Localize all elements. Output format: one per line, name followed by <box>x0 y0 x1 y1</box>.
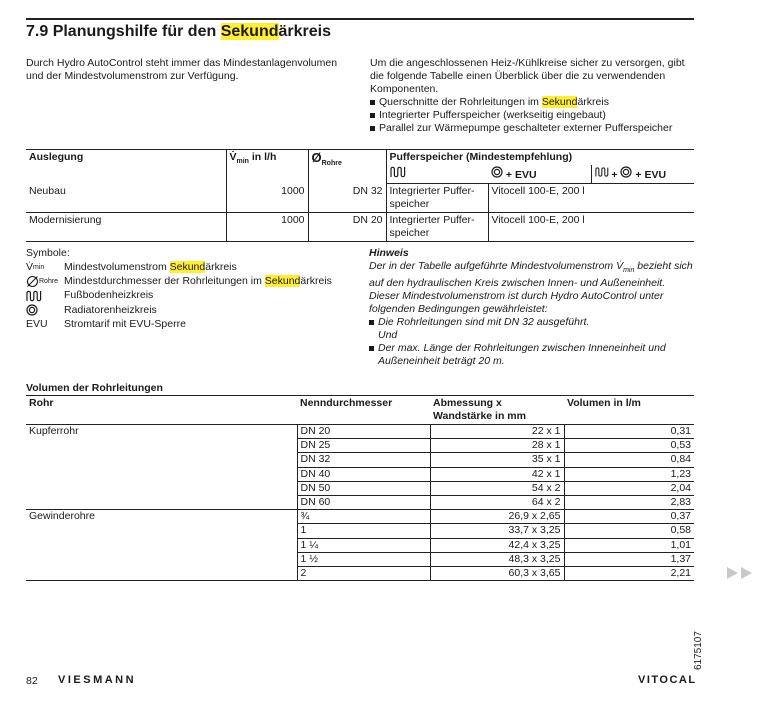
nominal-diameter: 2 <box>297 566 430 580</box>
legend-item: EVU Stromtarif mit EVU-Sperre <box>26 317 186 330</box>
pipe-volume-body <box>26 425 694 581</box>
pipe-type <box>26 538 297 552</box>
planning-table <box>26 149 694 242</box>
note-box <box>369 247 695 368</box>
nominal-diameter: 1 ¼ <box>297 538 430 552</box>
pipe-type <box>26 552 297 566</box>
header-combo-evu: + + EVU <box>591 165 694 184</box>
pipe-type <box>26 481 297 495</box>
table-row <box>26 481 694 495</box>
floor-heating-icon <box>390 166 406 178</box>
nominal-diameter: DN 40 <box>297 467 430 481</box>
viessmann-logo: VIESMANN <box>58 674 137 686</box>
pipe-type <box>26 467 297 481</box>
nominal-diameter: 1 ½ <box>297 552 430 566</box>
volume: 0,84 <box>564 453 694 467</box>
table-row <box>26 453 694 467</box>
pipe-type <box>26 453 297 467</box>
intro-bullet: Parallel zur Wärmepumpe geschalteter externer Pufferspeicher <box>370 122 700 135</box>
table-row: Neubau 1000 DN 32 Integrierter Puffer-speicher Vitocell 100-E, 200 l <box>26 184 694 213</box>
legend-item: Rohre Mindestdurchmesser der Rohrleitungen im Sekundärkreis <box>26 274 356 288</box>
volume: 0,53 <box>564 439 694 453</box>
nominal-diameter: 1 <box>297 524 430 538</box>
document-number <box>692 620 704 670</box>
pipe-type: Kupferrohr <box>29 425 79 437</box>
header-nenndurchmesser: Nenndurchmesser <box>297 396 430 425</box>
volume: 1,37 <box>564 552 694 566</box>
radiator-icon <box>26 304 38 316</box>
svg-text:6175107: 6175107 <box>693 631 704 670</box>
table-row <box>26 467 694 481</box>
volume: 0,31 <box>564 425 694 439</box>
evu-symbol: EVU <box>26 317 48 330</box>
header-pipe-diameter: $Ø_{Rohre}$ <box>308 150 386 184</box>
nominal-diameter: DN 20 <box>297 425 430 439</box>
note-bullet: Die Rohrleitungen sind mit DN 32 ausgeführt. Und <box>369 316 695 342</box>
page-number: 82 <box>26 675 38 687</box>
pipe-type <box>26 524 297 538</box>
legend-item: Fußbodenheizkreis <box>26 289 356 303</box>
dimension: 48,3 x 3,25 <box>430 552 564 566</box>
table-row <box>26 538 694 552</box>
dimension: 28 x 1 <box>430 439 564 453</box>
pipe-type <box>26 495 297 509</box>
next-page-arrows <box>727 566 755 584</box>
volume: 2,21 <box>564 566 694 580</box>
dimension: 42,4 x 3,25 <box>430 538 564 552</box>
volume: 2,04 <box>564 481 694 495</box>
nominal-diameter: DN 25 <box>297 439 430 453</box>
table-row: Modernisierung 1000 DN 20 Integrierter Puffer-speicher Vitocell 100-E, 200 l <box>26 213 694 242</box>
note-bullet: Der max. Länge der Rohrleitungen zwischen Inneneinheit und Außeneinheit beträgt 20 m. <box>369 342 695 368</box>
dimension: 22 x 1 <box>430 425 564 439</box>
next-page-icon <box>727 566 755 580</box>
header-pufferspeicher: Pufferspeicher (Mindestempfehlung) <box>386 150 694 166</box>
nominal-diameter: DN 50 <box>297 481 430 495</box>
table-row <box>26 439 694 453</box>
dimension: 60,3 x 3,65 <box>430 566 564 580</box>
floor-heating-icon <box>26 290 42 302</box>
vmin-symbol: V̇ min <box>26 260 45 273</box>
table-row <box>26 425 694 439</box>
pipe-type: Gewinderohre <box>29 510 95 523</box>
pipe-volume-table <box>26 395 694 581</box>
radiator-icon <box>491 166 503 178</box>
nominal-diameter: DN 32 <box>297 453 430 467</box>
header-radiator-evu: + EVU <box>488 165 591 184</box>
note-bullets <box>369 316 695 368</box>
title-rule <box>26 18 694 20</box>
dimension: 33,7 x 3,25 <box>430 524 564 538</box>
dimension: 54 x 2 <box>430 481 564 495</box>
volume: 0,58 <box>564 524 694 538</box>
intro-right-text: Um die angeschlossenen Heiz-/Kühlkreise sicher zu versorgen, gibt die folgende Tabelle einen Überblick über die zu verwendenden Komponenten. <box>370 57 685 95</box>
nominal-diameter: ¾ <box>297 510 430 524</box>
table-row <box>26 552 694 566</box>
volume: 0,37 <box>564 510 694 524</box>
header-auslegung: Auslegung <box>26 150 226 184</box>
section-title: 7.9 Planungshilfe für den Sekundärkreis <box>26 23 331 40</box>
table-row <box>26 524 694 538</box>
note-heading: Hinweis <box>369 247 409 259</box>
header-volumen: Volumen in l/m <box>564 396 694 425</box>
table-row <box>26 495 694 509</box>
intro-right <box>370 57 700 135</box>
volume: 1,23 <box>564 467 694 481</box>
header-rohr: Rohr <box>26 396 297 425</box>
intro-bullet: Querschnitte der Rohrleitungen im Sekundärkreis <box>370 96 700 109</box>
intro-left-text: Durch Hydro AutoControl steht immer das Mindestanlagenvolumen und der Mindestvolumenstrom zur Verfügung. <box>26 57 338 82</box>
note-text: Der in der Tabelle aufgeführte Mindestvolumenstrom $V̇_{min}$ bezieht sich auf den hydraulischen Kreis zwischen Innen- und Außeneinheit. Dieser Mindestvolumenstrom ist durch Hydro AutoControl unter folgenden Bedingungen gewährleistet: <box>369 260 693 316</box>
header-abmessung: Abmessung x Wandstärke in mm <box>430 396 564 425</box>
pipe-type <box>26 439 297 453</box>
header-floor-heating <box>386 165 488 184</box>
table-row <box>26 566 694 580</box>
intro-bullet: Integrierter Pufferspeicher (werkseitig eingebaut) <box>370 109 700 122</box>
symbols-legend <box>26 247 356 331</box>
header-vmin: $V̇_{min}$ in l/h <box>226 150 308 184</box>
diameter-icon: Ø <box>311 150 322 165</box>
volume: 2,83 <box>564 495 694 509</box>
intro-bullets <box>370 96 700 135</box>
pipe-type <box>26 566 297 580</box>
table-row <box>26 510 694 524</box>
symbols-heading: Symbole: <box>26 247 70 259</box>
dimension: 26,9 x 2,65 <box>430 510 564 524</box>
pipe-volume-title: Volumen der Rohrleitungen <box>26 382 163 394</box>
legend-item: Radiatorenheizkreis <box>26 303 356 317</box>
legend-item: V̇ min Mindestvolumenstrom Sekundärkreis <box>26 260 237 273</box>
dimension: 35 x 1 <box>430 453 564 467</box>
floor-heating-icon <box>595 166 609 178</box>
radiator-icon <box>620 166 632 178</box>
volume: 1,01 <box>564 538 694 552</box>
dimension: 42 x 1 <box>430 467 564 481</box>
diameter-icon <box>26 275 39 288</box>
dimension: 64 x 2 <box>430 495 564 509</box>
product-name: VITOCAL <box>638 674 697 686</box>
nominal-diameter: DN 60 <box>297 495 430 509</box>
